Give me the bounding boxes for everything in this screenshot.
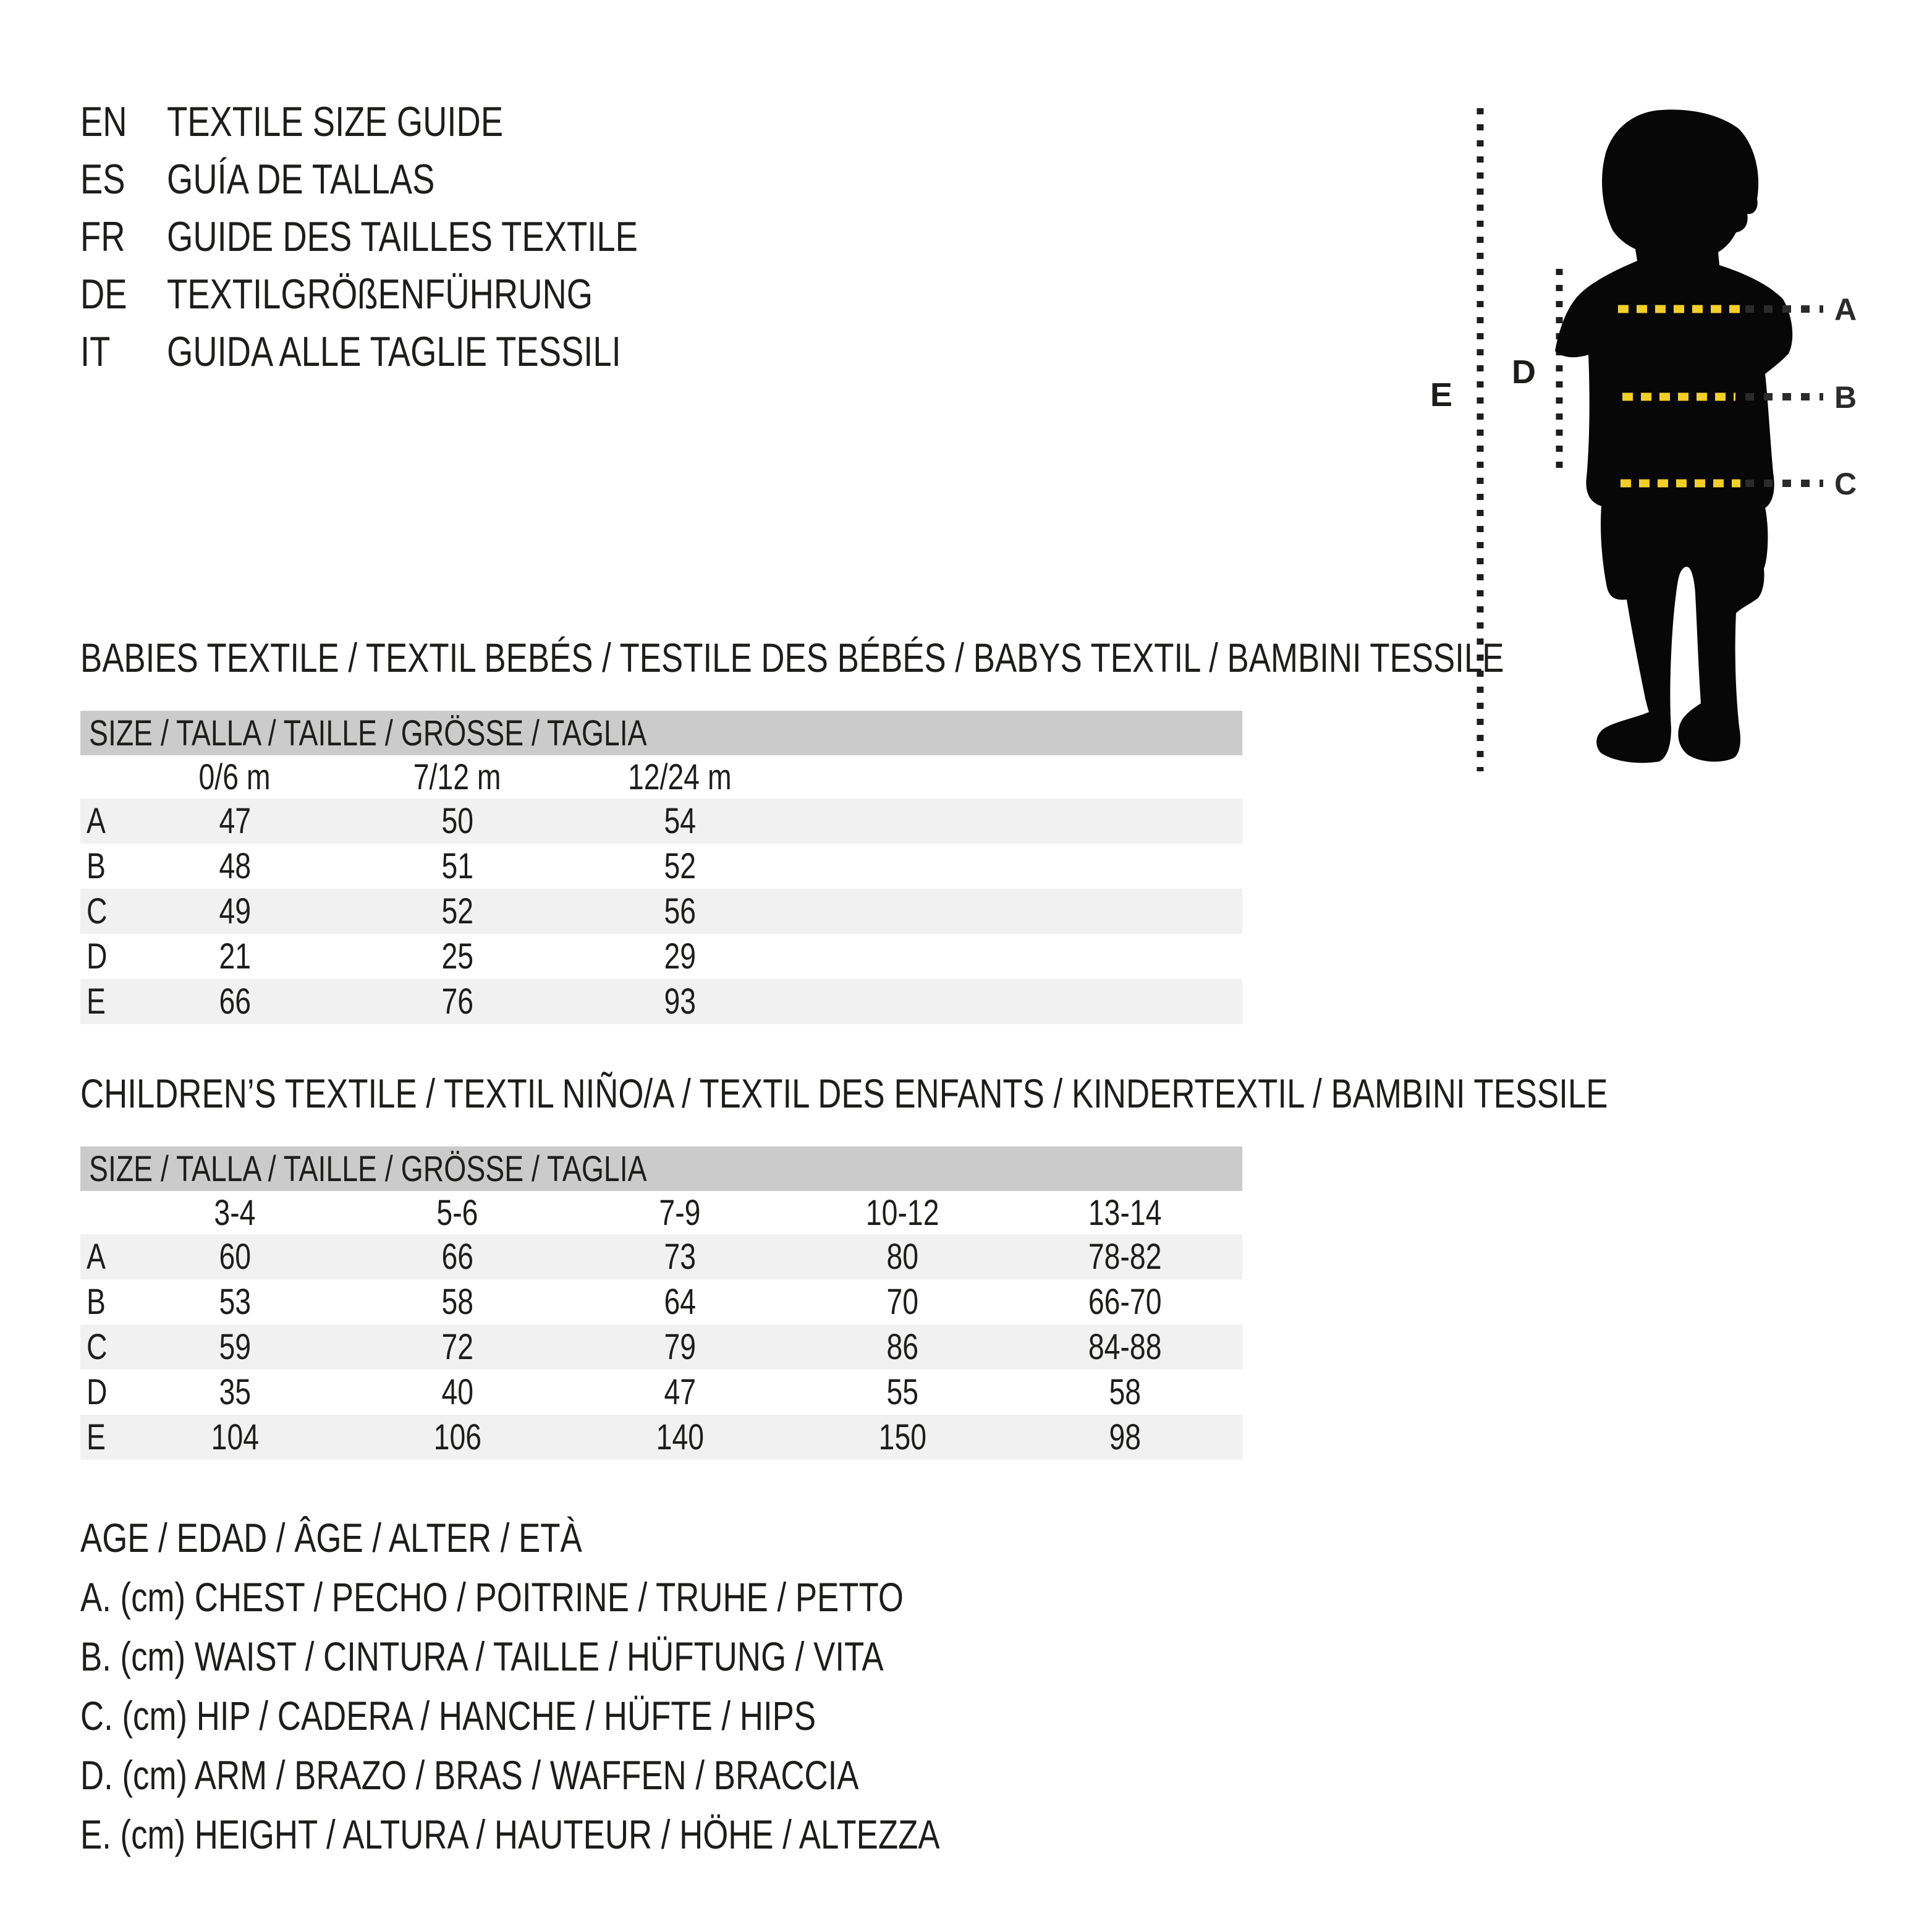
table-row [80, 1370, 1242, 1415]
legend-line-arm: D. (cm) ARM / BRAZO / BRAS / WAFFEN / BRACCIA [80, 1752, 859, 1798]
row-label: E [87, 1417, 106, 1457]
row-label: A [87, 1237, 106, 1277]
size-cell: 140 [656, 1417, 704, 1457]
size-cell: 60 [219, 1237, 251, 1277]
legend-line-hip: C. (cm) HIP / CADERA / HANCHE / HÜFTE / HIPS [80, 1693, 816, 1739]
language-code-de: DE [80, 270, 127, 318]
size-cell: 98 [1109, 1417, 1141, 1457]
size-cell: 29 [664, 936, 696, 977]
language-row-fr [80, 208, 755, 265]
size-cell: 49 [219, 891, 251, 931]
table-row [80, 889, 1242, 934]
legend-block [80, 1508, 1155, 1864]
size-cell: 50 [441, 801, 473, 841]
size-cell: 58 [1109, 1372, 1141, 1412]
language-title-es: GUÍA DE TALLAS [167, 155, 435, 203]
language-title-fr: GUIDE DES TAILLES TEXTILE [167, 213, 638, 260]
size-cell: 79 [664, 1327, 696, 1367]
column-header: 12/24 m [628, 756, 732, 797]
language-title-de: TEXTILGRÖßENFÜHRUNG [167, 270, 593, 318]
size-cell: 73 [664, 1237, 696, 1277]
figure-label-e: E [1430, 376, 1453, 413]
figure-label-b: B [1834, 380, 1857, 415]
size-cell: 150 [878, 1417, 926, 1457]
figure-label-d: D [1512, 354, 1536, 391]
size-cell: 70 [886, 1282, 918, 1322]
size-cell: 86 [886, 1327, 918, 1367]
table-row [80, 844, 1242, 889]
size-cell: 64 [664, 1282, 696, 1322]
column-header: 7/12 m [413, 756, 501, 797]
language-row-de [80, 265, 755, 323]
size-cell: 47 [664, 1372, 696, 1412]
size-cell: 56 [664, 891, 696, 931]
size-cell: 40 [441, 1372, 473, 1412]
table-row [80, 799, 1242, 844]
size-cell: 21 [219, 936, 251, 977]
language-row-en [80, 93, 755, 150]
children-section-heading: CHILDREN’S TEXTILE / TEXTIL NIÑO/A / TEXTIL DES ENFANTS / KINDERTEXTIL / BAMBINI TESSILE [80, 1070, 1608, 1116]
language-title-it: GUIDA ALLE TAGLIE TESSILI [167, 328, 621, 375]
column-header: 5-6 [436, 1192, 478, 1233]
language-code-en: EN [80, 98, 127, 145]
child-silhouette-figure [1421, 74, 1932, 816]
row-label: D [87, 936, 108, 977]
column-header: 0/6 m [198, 756, 271, 797]
size-cell: 35 [219, 1372, 251, 1412]
row-label: D [87, 1372, 108, 1412]
size-cell: 78-82 [1088, 1237, 1162, 1277]
row-label: B [87, 846, 106, 886]
size-cell: 72 [441, 1327, 473, 1367]
size-cell: 52 [664, 846, 696, 886]
size-cell: 53 [219, 1282, 251, 1322]
size-cell: 54 [664, 801, 696, 841]
size-cell: 84-88 [1088, 1327, 1162, 1367]
column-header: 13-14 [1088, 1192, 1162, 1233]
table-row [80, 1324, 1242, 1370]
language-row-it [80, 323, 755, 380]
table-row [80, 1415, 1242, 1460]
size-cell: 76 [441, 981, 473, 1022]
column-header: 3-4 [214, 1192, 256, 1233]
column-header: 7-9 [659, 1192, 701, 1233]
babies-section-heading: BABIES TEXTILE / TEXTIL BEBÉS / TESTILE DES BÉBÉS / BABYS TEXTIL / BAMBINI TESSILE [80, 635, 1504, 680]
language-code-it: IT [80, 328, 111, 375]
legend-line-height: E. (cm) HEIGHT / ALTURA / HAUTEUR / HÖHE / ALTEZZA [80, 1811, 940, 1857]
table-row [80, 934, 1242, 979]
language-code-es: ES [80, 155, 125, 203]
row-label: A [87, 801, 106, 841]
row-label: C [87, 891, 108, 931]
children-size-bar-label: SIZE / TALLA / TAILLE / GRÖSSE / TAGLIA [89, 1148, 647, 1189]
table-row [80, 1234, 1242, 1279]
size-cell: 52 [441, 891, 473, 931]
children-size-table [80, 1146, 1242, 1460]
size-cell: 51 [441, 846, 473, 886]
size-cell: 106 [433, 1417, 481, 1457]
legend-line-age: AGE / EDAD / ÂGE / ALTER / ETÀ [80, 1515, 582, 1561]
table-row [80, 979, 1242, 1024]
size-cell: 66 [219, 981, 251, 1022]
language-row-es [80, 150, 755, 208]
babies-size-table [80, 711, 1242, 1024]
language-code-fr: FR [80, 213, 125, 260]
size-cell: 66 [441, 1237, 473, 1277]
language-title-en: TEXTILE SIZE GUIDE [167, 98, 504, 145]
babies-size-header-bar [80, 711, 1242, 755]
measurement-figure [1421, 74, 1932, 816]
size-cell: 59 [219, 1327, 251, 1367]
row-label: C [87, 1327, 108, 1367]
size-cell: 58 [441, 1282, 473, 1322]
legend-line-chest: A. (cm) CHEST / PECHO / POITRINE / TRUHE / PETTO [80, 1574, 904, 1620]
column-header: 10-12 [865, 1192, 939, 1233]
babies-column-header-row [80, 755, 1242, 799]
children-column-header-row [80, 1191, 1242, 1234]
size-cell: 55 [886, 1372, 918, 1412]
children-size-header-bar [80, 1146, 1242, 1191]
size-cell: 47 [219, 801, 251, 841]
row-label: B [87, 1282, 106, 1322]
size-cell: 104 [211, 1417, 259, 1457]
language-title-block [80, 93, 755, 380]
babies-size-bar-label: SIZE / TALLA / TAILLE / GRÖSSE / TAGLIA [89, 713, 647, 753]
row-label: E [87, 981, 106, 1022]
size-cell: 66-70 [1088, 1282, 1162, 1322]
size-cell: 93 [664, 981, 696, 1022]
size-cell: 48 [219, 846, 251, 886]
figure-label-a: A [1834, 292, 1857, 327]
size-cell: 25 [441, 936, 473, 977]
figure-label-c: C [1834, 467, 1857, 501]
table-row [80, 1279, 1242, 1324]
legend-line-waist: B. (cm) WAIST / CINTURA / TAILLE / HÜFTUNG / VITA [80, 1633, 884, 1679]
size-cell: 80 [886, 1237, 918, 1277]
